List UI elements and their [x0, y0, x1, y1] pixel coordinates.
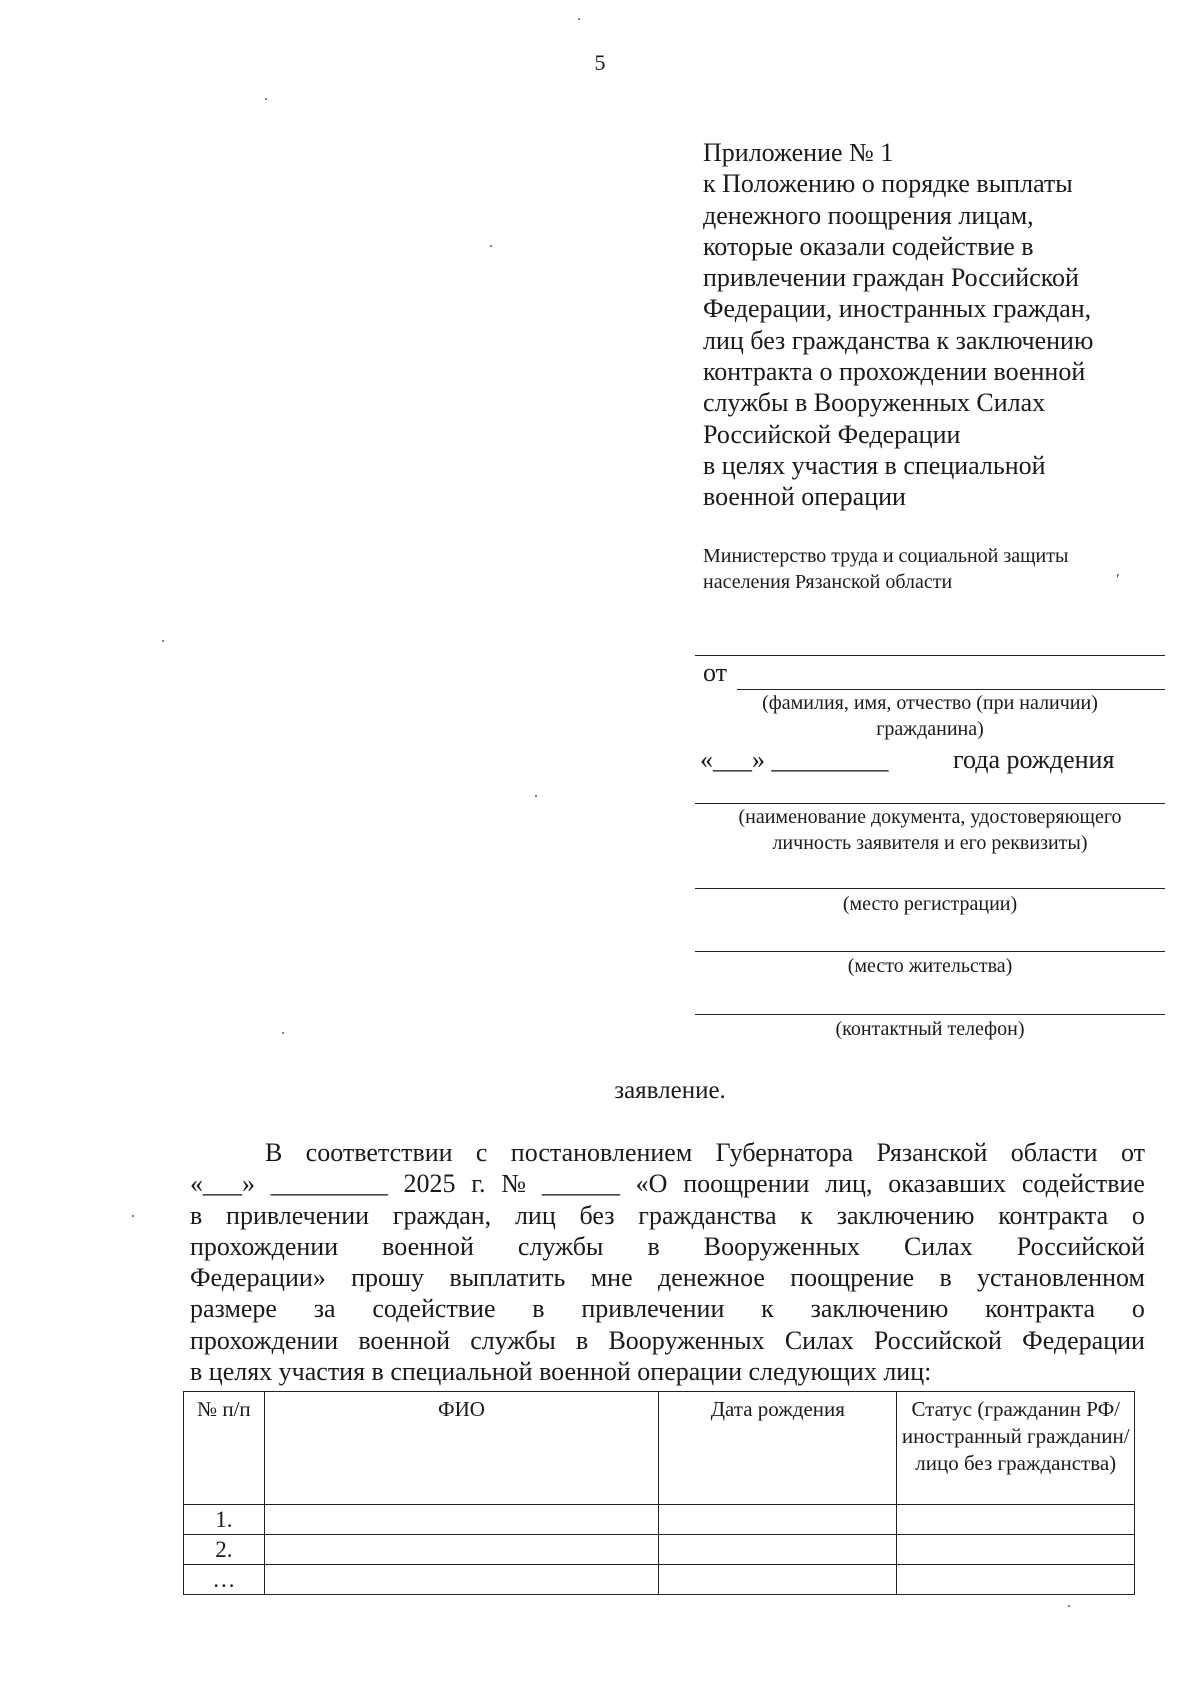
body-word: содействие — [372, 1294, 496, 1324]
body-word: к — [800, 1200, 813, 1230]
header-num: № п/п — [184, 1392, 265, 1505]
residence-input-line[interactable] — [695, 951, 1165, 952]
body-word: от — [1120, 1138, 1145, 1167]
body-word: в — [939, 1263, 952, 1293]
body-line — [190, 1200, 1145, 1231]
body-line — [190, 1231, 1145, 1262]
body-word: заключению — [836, 1200, 975, 1230]
table-row — [184, 1535, 1135, 1565]
body-word: оказавших — [888, 1169, 1007, 1199]
row-num: 1. — [184, 1505, 265, 1535]
body-word: контракта — [985, 1294, 1096, 1324]
body-word: области — [1010, 1138, 1098, 1167]
body-line: в целях участия в специальной военной операции следующих лиц: — [190, 1357, 932, 1387]
appendix-line: Федерации, иностранных граждан, — [703, 294, 1092, 324]
scan-speck — [265, 98, 267, 100]
body-word: Силах — [784, 1325, 854, 1355]
scan-speck — [162, 640, 164, 642]
scan-speck — [132, 1215, 134, 1217]
body-word: в — [575, 1325, 589, 1355]
registration-caption: (место регистрации) — [842, 893, 1018, 915]
body-word: без — [579, 1200, 615, 1230]
ministry-line: населения Рязанской области — [703, 571, 953, 593]
scan-speck — [1068, 1605, 1070, 1607]
body-word: службы — [517, 1231, 604, 1261]
row-birth-date-cell[interactable] — [659, 1505, 897, 1535]
body-word: к — [761, 1294, 774, 1324]
body-word: г. — [471, 1169, 486, 1199]
addressee-ministry — [703, 543, 1183, 595]
body-word: поощрении — [683, 1169, 810, 1199]
body-word: 2025 — [403, 1169, 456, 1199]
residence-caption: (место жительства) — [847, 955, 1013, 977]
body-word: привлечении — [226, 1200, 370, 1230]
header-birth-date: Дата рождения — [659, 1392, 897, 1505]
appendix-line: Российской Федерации — [703, 419, 961, 449]
row-birth-date-cell[interactable] — [659, 1565, 897, 1595]
document-caption-line1: (наименование документа, удостоверяющего — [738, 806, 1122, 828]
body-word: о — [1131, 1200, 1145, 1230]
body-word: № — [501, 1169, 527, 1199]
appendix-line: лиц без гражданства к заключению — [703, 325, 1094, 355]
body-word: Губернатора — [715, 1138, 854, 1167]
body-word: размере — [190, 1294, 277, 1324]
table-row — [184, 1505, 1135, 1535]
scan-speck — [535, 795, 537, 797]
body-word: гражданства — [638, 1200, 777, 1230]
body-line — [190, 1293, 1145, 1324]
appendix-line: к Положению о порядке выплаты — [703, 169, 1073, 199]
appendix-block — [703, 137, 1163, 513]
body-line — [190, 1137, 1145, 1168]
body-word: в — [532, 1294, 545, 1324]
body-word: Федерации — [1022, 1325, 1145, 1355]
name-caption-line2: гражданина) — [876, 718, 984, 740]
document-heading: заявление. — [614, 1077, 726, 1104]
scan-speck — [282, 1032, 284, 1034]
header-status: Статус (гражданин РФ/иностранный гражданин/лицо без гражданства) — [897, 1392, 1135, 1505]
body-line — [190, 1262, 1145, 1293]
row-num: 2. — [184, 1535, 265, 1565]
body-word: службы — [470, 1325, 556, 1355]
body-word: содействие — [1021, 1169, 1145, 1199]
body-word: _________ — [270, 1169, 388, 1199]
appendix-line: контракта о прохождении военной — [703, 357, 1086, 387]
appendix-line: которые оказали содействие в — [703, 231, 1034, 261]
phone-caption: (контактный телефон) — [835, 1018, 1025, 1040]
body-word: В — [265, 1138, 283, 1167]
body-word: Силах — [903, 1231, 973, 1261]
body-word: соответствии — [305, 1138, 453, 1167]
body-word: прохождении — [190, 1325, 339, 1355]
row-fio-cell[interactable] — [264, 1565, 658, 1595]
row-fio-cell[interactable] — [264, 1535, 658, 1565]
body-word: привлечении — [581, 1294, 725, 1324]
body-word: мне — [590, 1263, 633, 1293]
row-status-cell[interactable] — [897, 1565, 1135, 1595]
appendix-line: военной операции — [703, 482, 906, 512]
body-word: в — [190, 1200, 203, 1230]
pen-mark: ˊ — [1113, 571, 1127, 590]
table-header-row — [184, 1392, 1135, 1505]
body-word: лиц, — [825, 1169, 873, 1199]
body-line — [190, 1325, 1145, 1356]
body-word: «___» — [190, 1169, 255, 1199]
row-birth-date-cell[interactable] — [659, 1535, 897, 1565]
appendix-line: Приложение № 1 — [703, 138, 894, 167]
body-word: «О — [635, 1169, 668, 1199]
body-word: Вооруженных — [703, 1231, 860, 1261]
body-word: военной — [382, 1231, 474, 1261]
document-caption-line2: личность заявителя и его реквизиты) — [772, 832, 1088, 854]
body-word: постановлением — [510, 1138, 693, 1167]
document-caption — [695, 804, 1165, 856]
body-word: лиц — [514, 1200, 556, 1230]
body-word: установленном — [977, 1263, 1145, 1293]
name-caption — [695, 690, 1165, 742]
body-word: военной — [358, 1325, 451, 1355]
birth-year-label: года рождения — [953, 745, 1115, 774]
phone-input-line[interactable] — [695, 1014, 1165, 1015]
page-number: 5 — [594, 50, 606, 75]
ministry-line: Министерство труда и социальной защиты — [703, 545, 1069, 567]
body-word: с — [475, 1138, 488, 1167]
body-word: выплатить — [449, 1263, 566, 1293]
row-fio-cell[interactable] — [264, 1505, 658, 1535]
appendix-line: в целях участия в специальной — [703, 450, 1046, 480]
appendix-line: службы в Вооруженных Силах — [703, 388, 1046, 418]
birth-date-blank[interactable]: «___» _________ — [700, 745, 889, 774]
body-word: о — [1131, 1294, 1145, 1324]
blank-line-top — [695, 655, 1165, 656]
row-num: … — [184, 1565, 265, 1595]
name-caption-line1: (фамилия, имя, отчество (при наличии) — [762, 692, 1098, 714]
scan-speck — [490, 245, 492, 247]
body-word: за — [313, 1294, 336, 1324]
body-word: прошу — [351, 1263, 425, 1293]
body-word: в — [647, 1231, 660, 1261]
body-word: Федерации» — [190, 1263, 326, 1293]
appendix-line: привлечении граждан Российской — [703, 263, 1079, 293]
body-word: Вооруженных — [608, 1325, 765, 1355]
body-word: денежное — [657, 1263, 765, 1293]
application-body — [190, 1137, 1145, 1387]
table-row — [184, 1565, 1135, 1595]
body-word: Российской — [1016, 1231, 1145, 1261]
body-word: прохождении — [190, 1231, 339, 1261]
scan-speck — [578, 18, 580, 20]
body-word: Российской — [873, 1325, 1002, 1355]
appendix-line: денежного поощрения лицам, — [703, 200, 1034, 230]
header-fio: ФИО — [264, 1392, 658, 1505]
row-status-cell[interactable] — [897, 1535, 1135, 1565]
body-word: ______ — [541, 1169, 620, 1199]
from-label: от — [703, 658, 728, 687]
body-word: граждан, — [392, 1200, 492, 1230]
body-line — [190, 1168, 1145, 1199]
body-word: контракта — [998, 1200, 1109, 1230]
body-word: поощрение — [790, 1263, 915, 1293]
row-status-cell[interactable] — [897, 1505, 1135, 1535]
persons-table — [183, 1391, 1135, 1595]
body-word: заключению — [810, 1294, 949, 1324]
registration-input-line[interactable] — [695, 888, 1165, 889]
body-word: Рязанской — [876, 1138, 988, 1167]
